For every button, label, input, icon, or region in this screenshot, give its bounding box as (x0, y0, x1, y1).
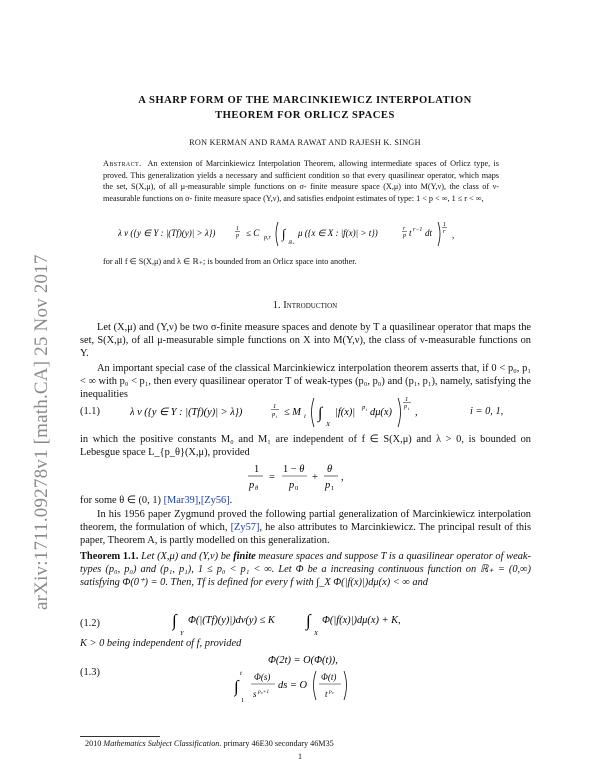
equation-p-theta (245, 461, 365, 493)
footnote-rule (80, 736, 160, 737)
intro-paragraph-1: Let (X,μ) and (Y,ν) be two σ-finite measure spaces and denote by T a quasilinear operator that maps the set, S(X,μ), of all μ-measurable simple functions on X into M(Y,ν), the class of ν-measurable functions on Y. (80, 322, 531, 360)
svg-text:Φ(|f(x)|)dμ(x) + K,: Φ(|f(x)|)dμ(x) + K, (322, 615, 401, 626)
abstract-label: Abstract. (103, 159, 142, 168)
section-heading (80, 300, 530, 311)
svg-text:s: s (253, 689, 257, 699)
svg-text:θ: θ (255, 485, 259, 492)
svg-text:p: p (249, 480, 255, 491)
section-title: Introduction (283, 300, 338, 311)
footnote-year: 2010 (85, 739, 102, 748)
abstract-equation (118, 218, 498, 248)
svg-text:t: t (240, 670, 242, 677)
theorem-after-1-2: K > 0 being independent of f, provided (80, 638, 242, 649)
svg-text:1: 1 (443, 222, 446, 228)
theorem-label: Theorem 1.1. (80, 551, 139, 562)
after-p-theta-prefix: for some θ ∈ (0, 1) (80, 495, 164, 506)
after-p-theta: for some θ ∈ (0, 1) [Mar39],[Zy56]. (80, 495, 233, 506)
arxiv-stamp[interactable] (17, 200, 52, 610)
theorem-1-1 (80, 550, 531, 590)
svg-text:Y: Y (180, 630, 184, 637)
intro-paragraph-2: An important special case of the classical Marcinkiewicz interpolation theorem asserts that, if 0 < p₀, p₁ < ∞ with p₀ < p₁, then every quasilinear operator T of weak-types (p₀, p₀) and (p₁, p₁), namely, satisfying the inequalities (80, 363, 531, 401)
abstract (103, 158, 499, 204)
svg-text:,: , (341, 472, 344, 483)
equation-1-1-range: i = 0, 1, (470, 406, 504, 417)
svg-text:=: = (269, 472, 275, 483)
svg-text:r−1: r−1 (413, 227, 423, 233)
svg-text:λ ν ({y ∈ Y : |(Tf)(y)| > λ}): λ ν ({y ∈ Y : |(Tf)(y)| > λ}) (118, 228, 216, 238)
footnote-msc-codes: primary 46E30 secondary 46M35 (223, 739, 334, 748)
svg-text:≤ M: ≤ M (284, 407, 301, 418)
section-number: 1. (272, 300, 281, 311)
svg-text:p₀+1: p₀+1 (258, 689, 270, 695)
svg-text:p: p (325, 480, 331, 491)
svg-text:X: X (314, 630, 318, 637)
svg-text:p₀: p₀ (329, 689, 334, 695)
svg-text:i: i (276, 414, 278, 419)
svg-text:p: p (404, 404, 407, 410)
svg-text:|f(x)|: |f(x)| (335, 407, 356, 418)
svg-text:1: 1 (273, 403, 277, 410)
svg-text:i: i (366, 407, 368, 412)
svg-text:Φ(s): Φ(s) (254, 672, 271, 682)
svg-text:i: i (408, 406, 410, 411)
svg-text:1: 1 (241, 697, 245, 704)
footnote (80, 739, 531, 748)
arxiv-identifier[interactable]: arXiv:1711.09278v1 [math.CA] 25 Nov 2017 (31, 254, 52, 610)
zygmund-paragraph (80, 508, 531, 548)
citation-zy57[interactable]: [Zy57] (230, 522, 260, 534)
svg-text:+: + (312, 472, 318, 483)
svg-text:t: t (325, 689, 328, 699)
equation-1-3 (234, 660, 384, 708)
author-list: RON KERMAN AND RAMA RAWAT AND RAJESH K. SINGH (189, 138, 421, 147)
svg-text:1: 1 (331, 485, 335, 492)
theorem-finite: finite (233, 551, 256, 562)
footnote-msc-label: Mathematics Subject Classification. (103, 739, 222, 748)
svg-text:∫: ∫ (282, 226, 286, 241)
abstract-text: An extension of Marcinkiewicz Interpolation Theorem, allowing intermediate spaces of Orlicz type, is proved. This generalization yields a necessary and sufficient condition so that every quasilinear operator, which maps the set, S(X,μ), of all μ-measurable simple functions on σ- finite measure space (X,μ) into M(Y,ν), the class of ν-measurable functions on σ- finite measure space (Y,ν), and satisfies endpoint estimates of type: 1 < p < ∞, 1 ≤ r < ∞, (103, 159, 499, 203)
svg-text:p: p (272, 411, 276, 418)
title-line-1: A SHARP FORM OF THE MARCINKIEWICZ INTERPOLATION (138, 95, 472, 106)
svg-text:1: 1 (405, 396, 409, 403)
after-p-theta-suffix: . (229, 495, 233, 506)
equation-tag-1-2: (1.2) (80, 618, 100, 629)
svg-text:∫: ∫ (234, 677, 239, 696)
paper-title (80, 93, 530, 123)
svg-text:μ ({x ∈ X : |f(x)| > t}): μ ({x ∈ X : |f(x)| > t}) (298, 228, 378, 238)
svg-text:≤ C: ≤ C (246, 228, 260, 238)
svg-text:1: 1 (236, 226, 239, 232)
svg-text:λ ν ({y ∈ Y : |(Tf)(y)| > λ}): λ ν ({y ∈ Y : |(Tf)(y)| > λ}) (130, 407, 243, 418)
svg-text:0: 0 (295, 485, 299, 492)
theorem-text-a: Let (X,μ) and (Y,ν) be (141, 551, 234, 562)
svg-text:Φ(t): Φ(t) (321, 672, 337, 682)
after-equation-1-1: in which the positive constants M₀ and M₁ are independent of f ∈ S(X,μ) and λ > 0, is bounded on Lebesgue space L_{p_θ}(X,μ), provided (80, 434, 531, 459)
svg-text:∫: ∫ (306, 611, 311, 630)
equation-tag-1-3: (1.3) (80, 667, 100, 678)
svg-text:r: r (403, 226, 406, 232)
theorem-text-b: measure spaces and suppose T is a quasilinear operator of weak-types (p₀, p₀) and (p₁, p₁), 1 ≤ p₀ < p₁ < ∞. Let Φ be a increasing continuous function on ℝ₊ = (0,∞) satisfying Φ(0⁺) = 0. Then, Tf is defined for every f with ∫_X Φ(|f(x)|)dμ(x) < ∞ and (80, 551, 531, 589)
svg-text:p: p (403, 233, 406, 239)
svg-text:p,r: p,r (264, 235, 271, 241)
abstract-closing: for all f ∈ S(X,μ) and λ ∈ ℝ₊; is bounded from an Orlicz space into another. (103, 257, 357, 266)
svg-text:i: i (304, 413, 306, 420)
svg-text:∫: ∫ (172, 611, 177, 630)
svg-text:1: 1 (254, 464, 260, 475)
svg-text:ℝ₊: ℝ₊ (288, 241, 295, 246)
svg-text:p: p (289, 480, 295, 491)
citation-mar39[interactable]: [Mar39] (163, 495, 199, 506)
svg-text:ds = O: ds = O (278, 680, 307, 691)
svg-text:1 − θ: 1 − θ (283, 464, 305, 475)
svg-text:r: r (443, 229, 446, 235)
zygmund-text-a: In his 1956 paper Zygmund proved the following partial generalization of Marcinkiewicz interpolation theorem, the formulation of which, (80, 509, 531, 534)
title-line-2: THEOREM FOR ORLICZ SPACES (215, 110, 395, 121)
page-number: 1 (298, 752, 302, 761)
svg-text:t: t (409, 228, 412, 238)
svg-text:∫: ∫ (318, 405, 323, 422)
svg-text:Φ(|(Tf)(y)|)dν(y) ≤ K: Φ(|(Tf)(y)|)dν(y) ≤ K (188, 615, 275, 626)
svg-text:θ: θ (327, 464, 333, 475)
citation-zy56[interactable]: [Zy56] (200, 495, 230, 506)
svg-text:dμ(x): dμ(x) (370, 407, 392, 418)
zygmund-text-b: , he also attributes to Marcinkiewicz. The principal result of this paper, Theorem A, is partly modelled on this generalization. (80, 522, 531, 547)
equation-1-1 (130, 394, 460, 430)
svg-text:,: , (415, 407, 418, 418)
svg-text:p: p (236, 233, 239, 239)
svg-text:X: X (326, 421, 330, 428)
svg-text:,: , (452, 230, 455, 240)
equation-1-2 (172, 604, 422, 638)
equation-tag-1-1: (1.1) (80, 406, 100, 417)
svg-text:p: p (362, 404, 366, 411)
svg-text:Φ(2t) = O(Φ(t)),: Φ(2t) = O(Φ(t)), (268, 655, 338, 666)
svg-text:dt: dt (425, 228, 433, 238)
